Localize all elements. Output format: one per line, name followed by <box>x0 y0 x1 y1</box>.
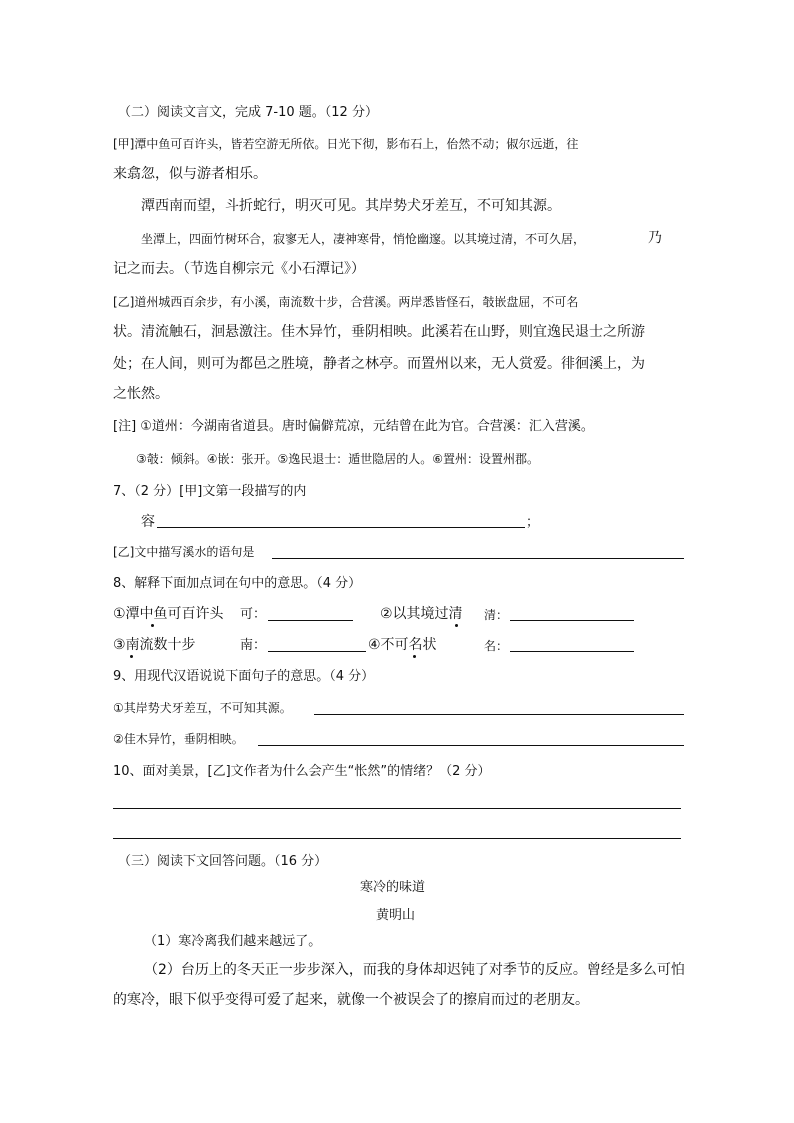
q9-stem: 9、用现代汉语说说下面句子的意思。（4 分） <box>113 669 375 684</box>
q8-item3-label: 南： <box>240 638 267 653</box>
note-line2: ③攲：倾斜。④嵌：张开。⑤逸民退士：遁世隐居的人。⑥置州：设置州郡。 <box>136 452 540 466</box>
emphasis-dot <box>455 624 458 627</box>
q9-sentence1-blank[interactable] <box>314 714 684 715</box>
q8-item2-blank[interactable] <box>510 620 634 621</box>
q8-item1: ①潭中鱼可百许头 <box>113 606 224 622</box>
note-line1: [注] ①道州：今湖南省道县。唐时偏僻荒凉，元结曾在此为官。合营溪：汇入营溪。 <box>113 419 594 434</box>
article-author: 黄明山 <box>376 908 416 923</box>
jia-para1-line1: [甲]潭中鱼可百许头，皆若空游无所依。日光下彻，影布石上，佁然不动；俶尔远逝，往 <box>113 137 579 151</box>
q10-stem: 10、面对美景，[乙]文作者为什么会产生“怅然”的情绪？（2 分） <box>113 764 491 779</box>
emphasis-dot <box>413 655 416 658</box>
yi-line3: 处；在人间，则可为都邑之胜境，静者之林亭。而置州以来，无人赏爱。徘徊溪上，为 <box>113 356 645 372</box>
q7-line2: [乙]文中描写溪水的语句是 <box>113 545 255 559</box>
q8-item3: ③南流数十步 <box>113 637 196 653</box>
jia-para3-line1: 坐潭上，四面竹树环合，寂寥无人，凄神寒骨，悄怆幽邃。以其境过清，不可久居， <box>141 232 586 246</box>
jia-para3-line2: 记之而去。（节选自柳宗元《小石潭记》） <box>113 261 365 277</box>
q10-answer-line-2[interactable] <box>113 838 681 839</box>
q8-item3-blank[interactable] <box>268 651 366 652</box>
article-para2-line2: 的寒冷，眼下似乎变得可爱了起来，就像一个被误会了的擦肩而过的老朋友。 <box>113 992 589 1008</box>
emphasis-dot <box>130 655 133 658</box>
q8-item1-label: 可： <box>240 607 267 622</box>
jia-para1-line2: 来翕忽，似与游者相乐。 <box>113 166 267 182</box>
q10-answer-line-1[interactable] <box>113 808 681 809</box>
q7-stem: 7、（2 分）[甲]文第一段描写的内 <box>113 484 307 499</box>
emphasis-dot <box>151 624 154 627</box>
q8-item2: ②以其境过清 <box>380 606 463 622</box>
article-para2-line1: （2）台历上的冬天正一步步深入，而我的身体却迟钝了对季节的反应。曾经是多么可怕 <box>144 962 685 978</box>
q7-stem-cont: 容 <box>141 514 155 530</box>
q8-item4: ④不可名状 <box>368 637 437 653</box>
jia-para3-line1-end: 乃 <box>648 230 662 246</box>
yi-line1: [乙]道州城西百余步，有小溪，南流数十步，合营溪。两岸悉皆怪石，攲嵌盘屈，不可名 <box>113 295 579 309</box>
jia-para2: 潭西南而望，斗折蛇行，明灭可见。其岸势犬牙差互，不可知其源。 <box>141 198 561 214</box>
article-title: 寒冷的味道 <box>360 880 426 895</box>
q8-stem: 8、解释下面加点词在句中的意思。（4 分） <box>113 576 362 591</box>
section3-title: （三）阅读下文回答问题。（16 分） <box>118 854 328 869</box>
section2-title: （二）阅读文言文，完成 7-10 题。（12 分） <box>118 105 378 120</box>
q8-item4-blank[interactable] <box>510 651 634 652</box>
q9-sentence2: ②佳木异竹，垂阴相映。 <box>113 732 244 746</box>
q7-answer-blank-2[interactable] <box>272 558 684 559</box>
yi-line2: 状。清流触石，洄悬激注。佳木异竹，垂阴相映。此溪若在山野，则宜逸民退士之所游 <box>113 324 645 340</box>
article-para1: （1）寒冷离我们越来越远了。 <box>144 934 322 949</box>
q7-semicolon: ； <box>526 515 540 530</box>
yi-line4: 之怅然。 <box>113 386 169 402</box>
q9-sentence2-blank[interactable] <box>258 745 684 746</box>
q8-item4-label: 名： <box>484 639 509 653</box>
q8-item2-label: 清： <box>484 608 509 622</box>
q7-answer-blank-1[interactable] <box>157 527 525 528</box>
q9-sentence1: ①其岸势犬牙差互，不可知其源。 <box>113 701 292 715</box>
q8-item1-blank[interactable] <box>268 620 353 621</box>
